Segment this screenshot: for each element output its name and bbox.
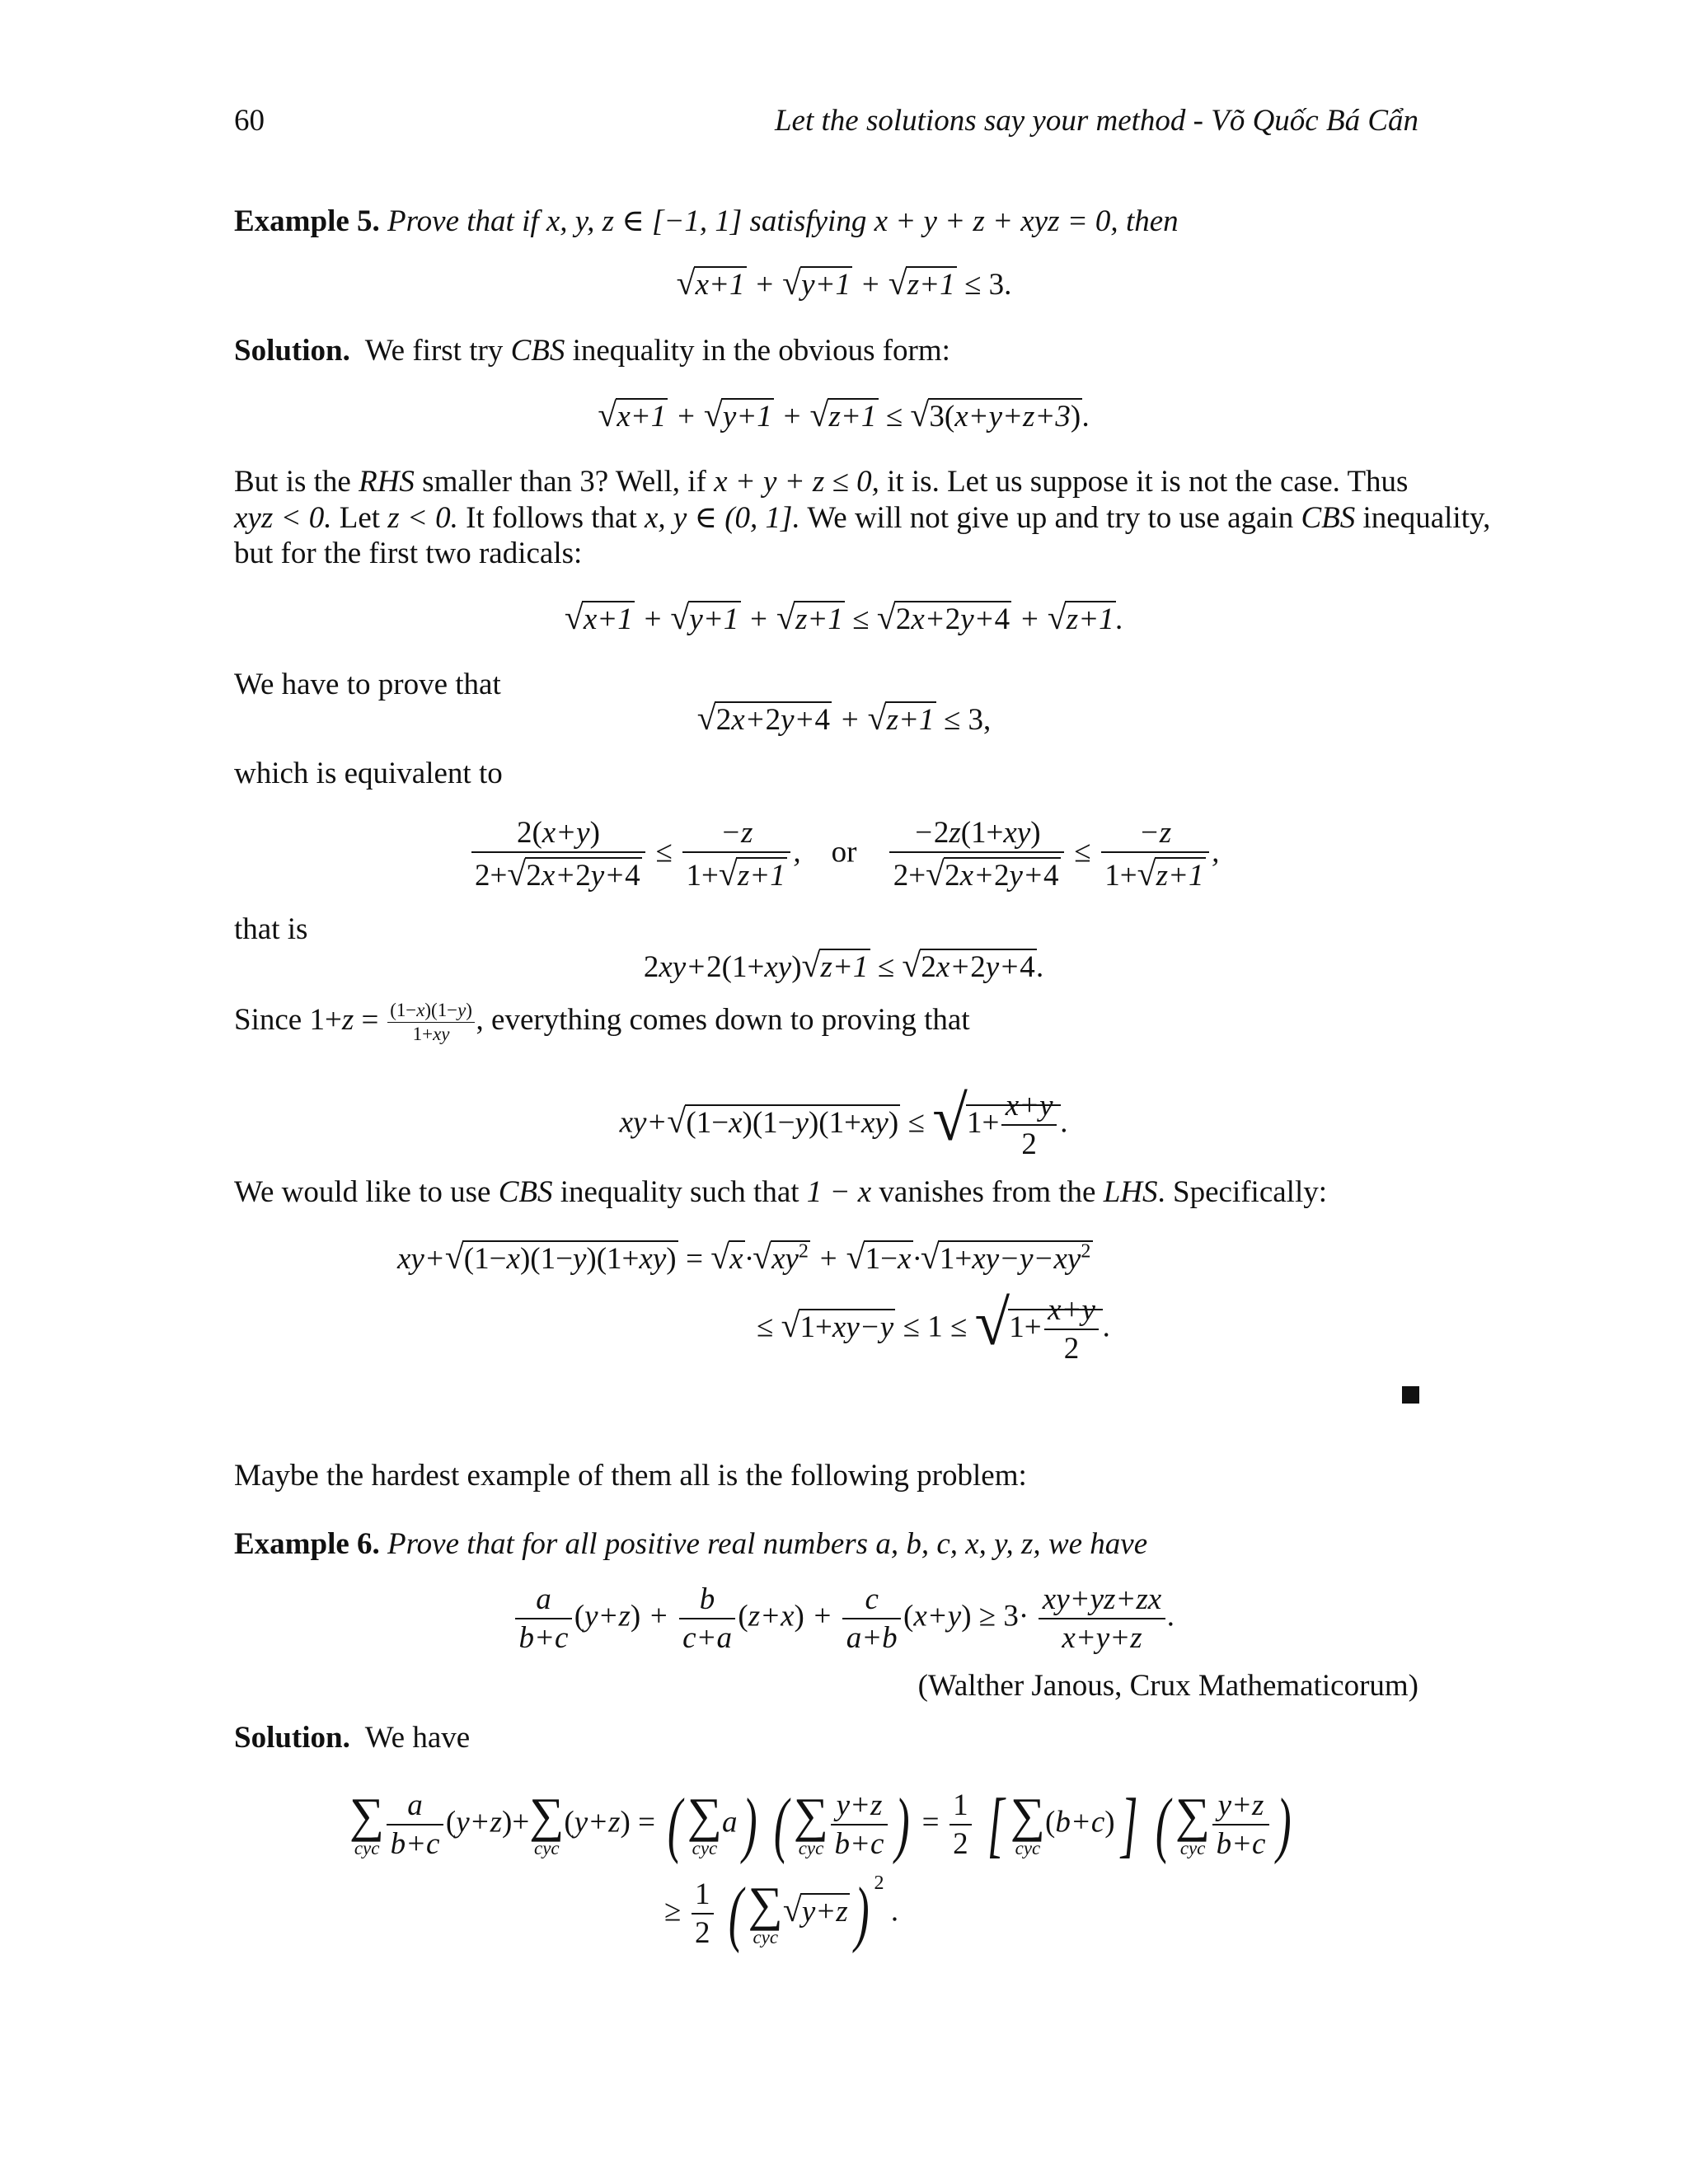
or-text: or [831, 835, 857, 869]
equation-4: √2x+2y+4 + √z+1 ≤ 3, [696, 699, 992, 737]
solution-6-intro: Solution. We have [234, 1721, 471, 1755]
paragraph-since: Since 1+z = $\frac{(1-x)(1-y)}{1+xy}$ , everything comes down to proving that [234, 1000, 970, 1044]
paragraph-specifically: We would like to use CBS inequality such that 1 − x vanishes from the LHS. Specifically: [234, 1175, 1328, 1209]
example-6-statement: Example 6. Prove that for all positive real numbers a, b, c, x, y, z, we have [234, 1527, 1148, 1561]
equation-6: 2xy+2(1+xy)√z+1 ≤ √2x+2y+4. [643, 946, 1045, 984]
paragraph-xyz: xyz < 0. Let z < 0. It follows that x, y ∈ (0, 1]. We will not give up and try to use again CBS inequality, [234, 501, 1491, 535]
paragraph-rhs: But is the RHS smaller than 3? Well, if x + y + z ≤ 0, it is. Let us suppose it is not the case. Thus [234, 465, 1409, 499]
example-6-label: Example 6. [234, 1527, 380, 1561]
paragraph-that-is: that is [234, 912, 308, 946]
equation-7: xy+√(1−x)(1−y)(1+xy) ≤ √1+ $\frac{x+y}{2}$ . [619, 1083, 1069, 1162]
transition-text: Maybe the hardest example of them all is the following problem: [234, 1459, 1027, 1493]
solution-6-label: Solution. [234, 1721, 350, 1755]
solution-5-intro: Solution. We first try CBS inequality in the obvious form: [234, 334, 950, 368]
example-5-statement: Example 5. Prove that if x, y, z ∈ [−1, 1] satisfying x + y + z + xyz = 0, then [234, 204, 1179, 238]
equation-10-line-1: ∑ cyc $\frac{a}{b+c}$ (y+z)+ ∑ cyc (y+z) = ( ∑ cyc a) ( ∑ cyc $\frac{y+z}{b+c}$ ) = $\frac{1}{2}$ [ ∑ cyc (b+c)] ( ∑ cyc $\frac{y+z}{b+c}$ ) [349, 1784, 1292, 1865]
equation-1: √x+1 + √y+1 + √z+1 ≤ 3. [676, 264, 1012, 302]
qed-square [1402, 1386, 1419, 1404]
example-5-label: Example 5. [234, 204, 380, 238]
attribution: (Walther Janous, Crux Mathematicorum) [917, 1669, 1418, 1703]
equation-3: √x+1 + √y+1 + √z+1 ≤ √2x+2y+4 + √z+1. [564, 598, 1124, 636]
paragraph-equivalent: which is equivalent to [234, 757, 503, 790]
paragraph-to-prove: We have to prove that [234, 668, 501, 701]
equation-2: √x+1 + √y+1 + √z+1 ≤ √3(x+y+z+3). [598, 396, 1090, 434]
equation-5: $\frac{2(x+y)}{2+√2x+2y+4}$ ≤ $\frac{-z}{1+√z+1}$ , or $\frac{-2z(1+xy)}{2+√2x+2y+4}$ ≤ $\frac{-z}{1+√z+1}$ , [0, 814, 1688, 895]
solution-label: Solution. [234, 334, 350, 368]
equation-8-line-2: ≤ √1+xy−y ≤ 1 ≤ √1+ $\frac{x+y}{2}$ . [757, 1287, 1111, 1366]
running-title: Let the solutions say your method - Võ Quốc Bá Cẩn [774, 104, 1418, 138]
equation-9: $\frac{a}{b+c}$ (y+z) + $\frac{b}{c+a}$ (z+x) + $\frac{c}{a+b}$ (x+y) ≥ 3· $\frac{xy+yz+zx}{x+y+z}$ . [0, 1581, 1688, 1657]
equation-10-line-2: ≥ $\frac{1}{2}$ ( ∑ cyc √y+z) $^2$ . [664, 1872, 899, 1954]
equation-8-line-1: $xy+√(1-x)(1-y)(1+xy) = √x\cdot√xy^2 + √1-x\cdot√1+xy-y-xy^2$ [397, 1236, 1093, 1278]
page-number: 60 [234, 104, 265, 138]
paragraph-radicals: but for the first two radicals: [234, 537, 583, 570]
